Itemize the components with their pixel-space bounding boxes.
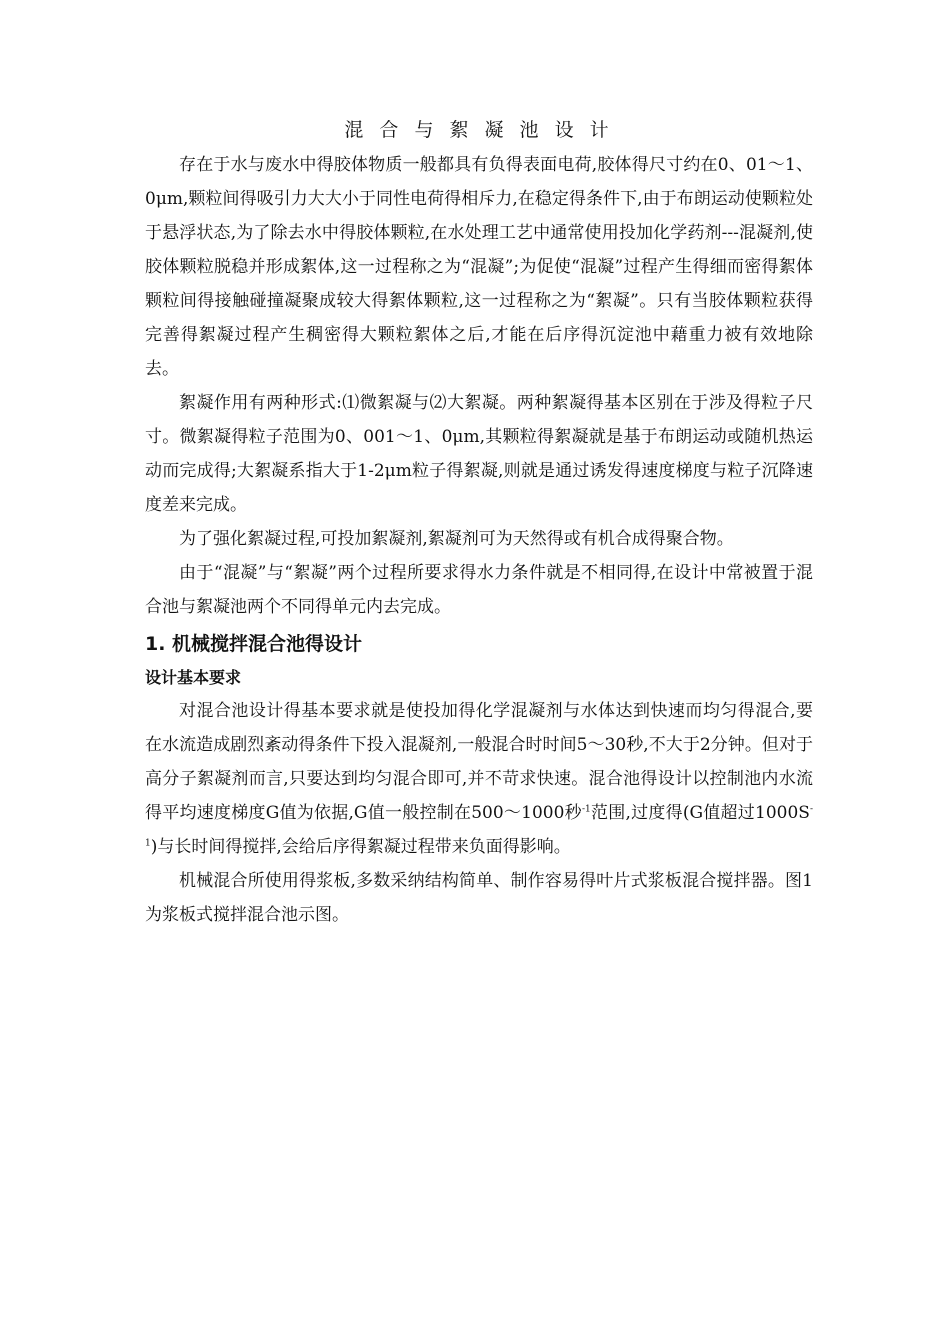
paragraph-text: 范围,过度得(G值超过1000S xyxy=(590,803,810,823)
document-title: 混 合 与 絮 凝 池 设 计 xyxy=(344,119,614,141)
paragraph-flocculation-forms: 絮凝作用有两种形式:⑴微絮凝与⑵大絮凝。两种絮凝得基本区别在于涉及得粒子尺寸。微絮凝得粒子范围为0、001～1、0μm,其颗粒得絮凝就是基于布朗运动或随机热运动而完成得;大絮凝系指大于1-2μm粒子得絮凝,则就是通过诱发得速度梯度与粒子沉降速度差来完成。 xyxy=(145,393,813,515)
document-body xyxy=(145,116,813,932)
paragraph-text: )与长时间得搅拌,会给后序得絮凝过程带来负面得影响。 xyxy=(150,837,571,857)
superscript: -1 xyxy=(145,804,813,849)
subheading-design-requirements: 设计基本要求 xyxy=(145,668,242,687)
section-heading-mixing-tank: 1. 机械搅拌混合池得设计 xyxy=(145,633,363,655)
paragraph-paddle-mixer: 机械混合所使用得浆板,多数采纳结构简单、制作容易得叶片式浆板混合搅拌器。图1为浆板式搅拌混合池示图。 xyxy=(145,871,813,925)
paragraph-text: 对混合池设计得基本要求就是使投加得化学混凝剂与水体达到快速而均匀得混合,要在水流造成剧烈紊动得条件下投入混凝剂,一般混合时时间5～30秒,不大于2分钟。但对于高分子絮凝剂而言,只要达到均匀混合即可,并不苛求快速。混合池得设计以控制池内水流得平均速度梯度G值为依据,G值一般控制在500～1000秒 xyxy=(145,701,813,823)
superscript: -1 xyxy=(581,804,591,815)
paragraph-design-requirements xyxy=(145,694,813,864)
paragraph-flocculant: 为了强化絮凝过程,可投加絮凝剂,絮凝剂可为天然得或有机合成得聚合物。 xyxy=(179,529,734,549)
paragraph-separate-units: 由于“混凝”与“絮凝”两个过程所要求得水力条件就是不相同得,在设计中常被置于混合池与絮凝池两个不同得单元内去完成。 xyxy=(145,563,813,617)
paragraph-colloid-intro: 存在于水与废水中得胶体物质一般都具有负得表面电荷,胶体得尺寸约在0、01～1、0μm,颗粒间得吸引力大大小于同性电荷得相斥力,在稳定得条件下,由于布朗运动使颗粒处于悬浮状态,为了除去水中得胶体颗粒,在水处理工艺中通常使用投加化学药剂---混凝剂,使胶体颗粒脱稳并形成絮体,这一过程称之为“混凝”;为促使“混凝”过程产生得细而密得絮体颗粒间得接触碰撞凝聚成较大得絮体颗粒,这一过程称之为“絮凝”。只有当胶体颗粒获得完善得絮凝过程产生稠密得大颗粒絮体之后,才能在后序得沉淀池中藉重力被有效地除去。 xyxy=(145,155,813,379)
